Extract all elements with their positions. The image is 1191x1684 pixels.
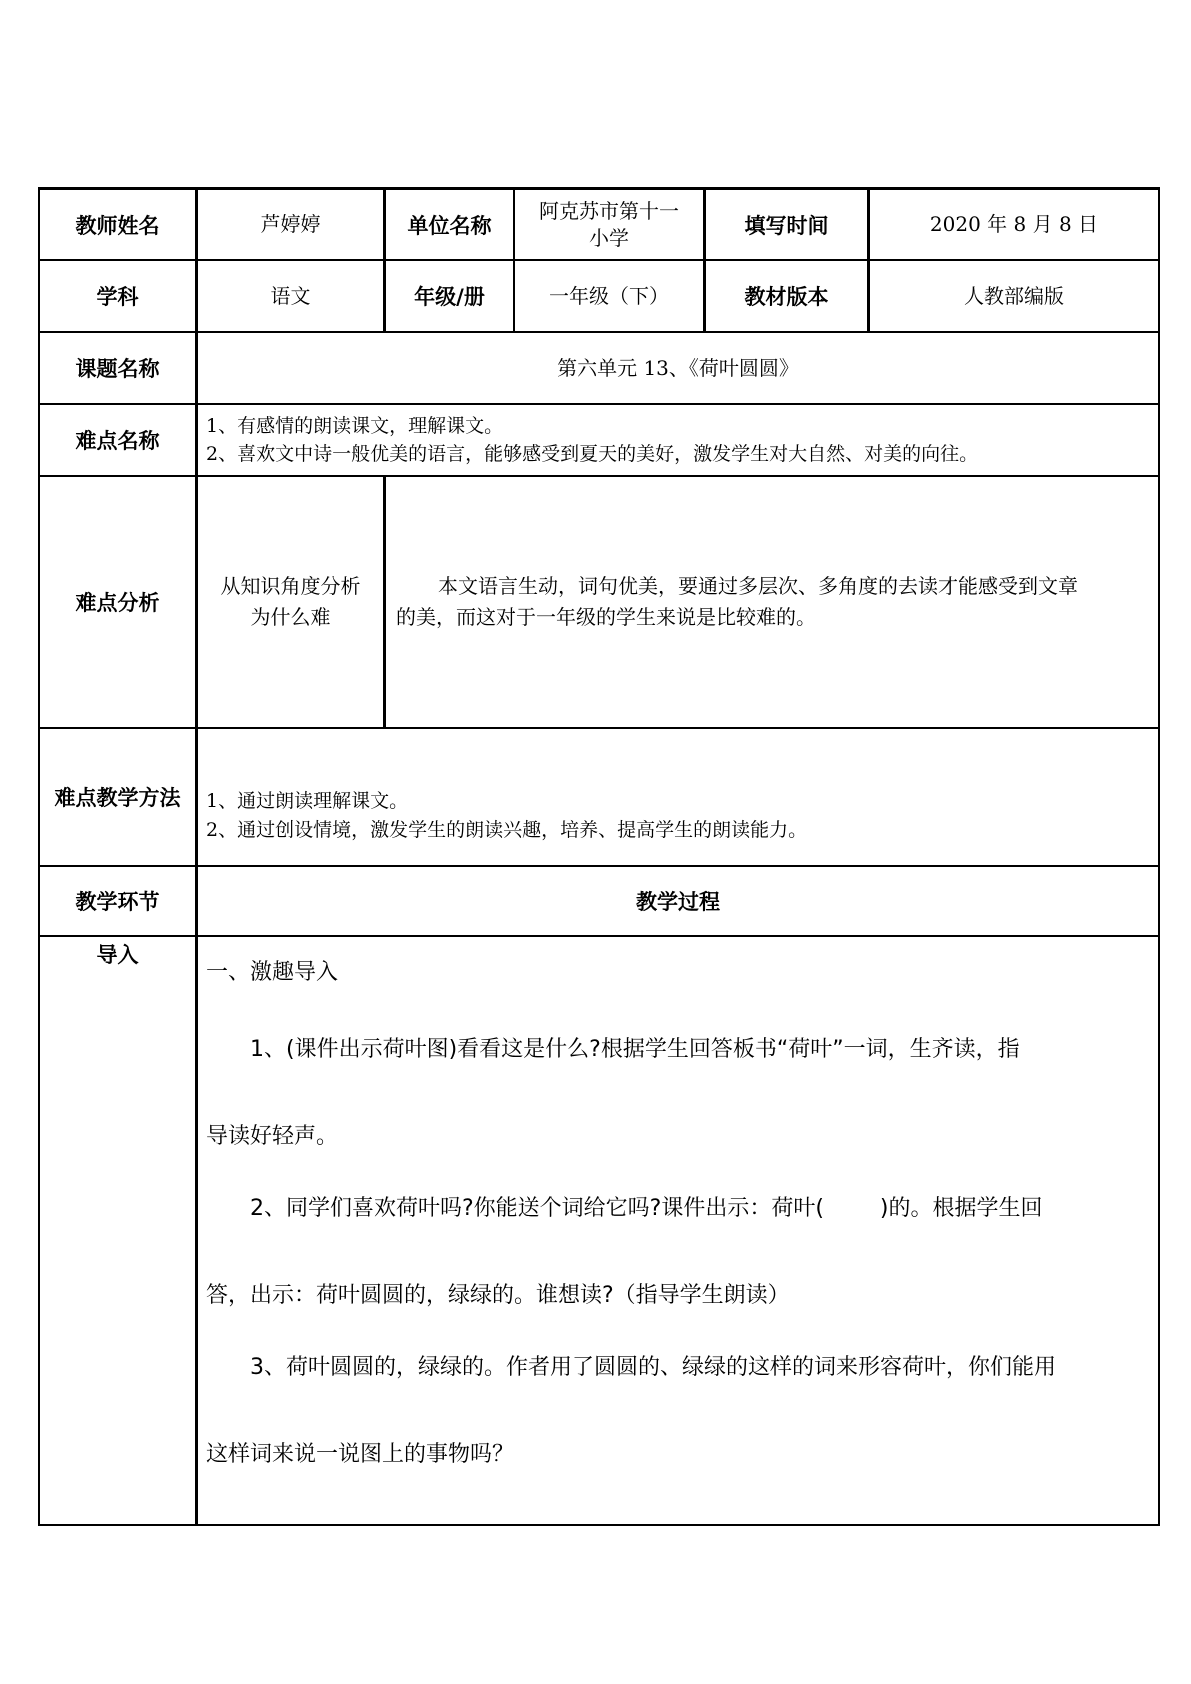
teacher-name-value: 芦婷婷 xyxy=(260,212,321,236)
method-label: 难点教学方法 xyxy=(54,786,181,810)
intro-heading: 一、激趣导入 xyxy=(206,960,339,985)
topic-value: 第六单元 13、《荷叶圆圆》 xyxy=(557,355,799,380)
difficulty-label: 难点名称 xyxy=(75,429,160,453)
unit-name-value xyxy=(515,190,703,259)
unit-name-line2: 小学 xyxy=(589,225,629,250)
analysis-sub-label xyxy=(198,477,383,727)
unit-name-label: 单位名称 xyxy=(407,213,492,238)
subject-label: 学科 xyxy=(96,285,139,309)
intro-p3-line2: 这样词来说一说图上的事物吗？ xyxy=(206,1442,515,1467)
topic-label: 课题名称 xyxy=(75,357,160,381)
col-divider xyxy=(383,475,386,729)
stage-header: 教学环节 xyxy=(75,890,160,914)
edition-label: 教材版本 xyxy=(744,285,829,309)
method-content xyxy=(206,787,1151,863)
analysis-text-line1: 本文语言生动，词句优美，要通过多层次、多角度的去读才能感受到文章 xyxy=(438,574,1078,598)
unit-name-line1: 阿克苏市第十一 xyxy=(539,198,679,223)
table-border-bottom xyxy=(38,1524,1160,1526)
analysis-text xyxy=(396,477,1156,727)
intro-p1-line2: 导读好轻声。 xyxy=(206,1124,339,1149)
process-header: 教学过程 xyxy=(636,890,720,914)
edition-value: 人教部编版 xyxy=(964,283,1064,308)
analysis-text-line2: 的美，而这对于一年级的学生来说是比较难的。 xyxy=(396,605,816,629)
difficulty-item: 1、有感情的朗读课文，理解课文。 xyxy=(206,414,504,437)
intro-p2-line2: 答，出示：荷叶圆圆的，绿绿的。谁想读?（指导学生朗读） xyxy=(206,1283,790,1308)
analysis-label: 难点分析 xyxy=(75,591,160,615)
intro-stage: 导入 xyxy=(96,943,139,967)
difficulty-content xyxy=(206,405,1151,475)
intro-p3-line1: 3、荷叶圆圆的，绿绿的。作者用了圆圆的、绿绿的这样的词来形容荷叶，你们能用 xyxy=(250,1355,1056,1380)
method-item: 2、通过创设情境，激发学生的朗读兴趣，培养、提高学生的朗读能力。 xyxy=(206,819,808,842)
difficulty-item: 2、喜欢文中诗一般优美的语言，能够感受到夏天的美好，激发学生对大自然、对美的向往。 xyxy=(206,443,979,465)
table-border-right xyxy=(1158,187,1160,1526)
row-divider xyxy=(38,727,1160,729)
analysis-sub-label-line2: 为什么难 xyxy=(250,605,331,629)
grade-value: 一年级（下） xyxy=(549,283,669,308)
method-item: 1、通过朗读理解课文。 xyxy=(206,790,409,812)
teacher-name-label: 教师姓名 xyxy=(75,213,160,238)
intro-p1-line1: 1、(课件出示荷叶图)看看这是什么?根据学生回答板书“荷叶”一词，生齐读，指 xyxy=(250,1037,1020,1062)
row-divider xyxy=(38,935,1160,937)
grade-label: 年级/册 xyxy=(414,285,485,309)
fill-date-value: 2020 年 8 月 8 日 xyxy=(929,212,1099,236)
intro-p2-line1: 2、同学们喜欢荷叶吗?你能送个词给它吗?课件出示：荷叶( )的。根据学生回 xyxy=(250,1196,1043,1221)
analysis-sub-label-line1: 从知识角度分析 xyxy=(220,574,361,598)
subject-value: 语文 xyxy=(270,283,311,308)
fill-date-label: 填写时间 xyxy=(744,213,829,238)
lesson-plan-table xyxy=(38,187,1160,1526)
